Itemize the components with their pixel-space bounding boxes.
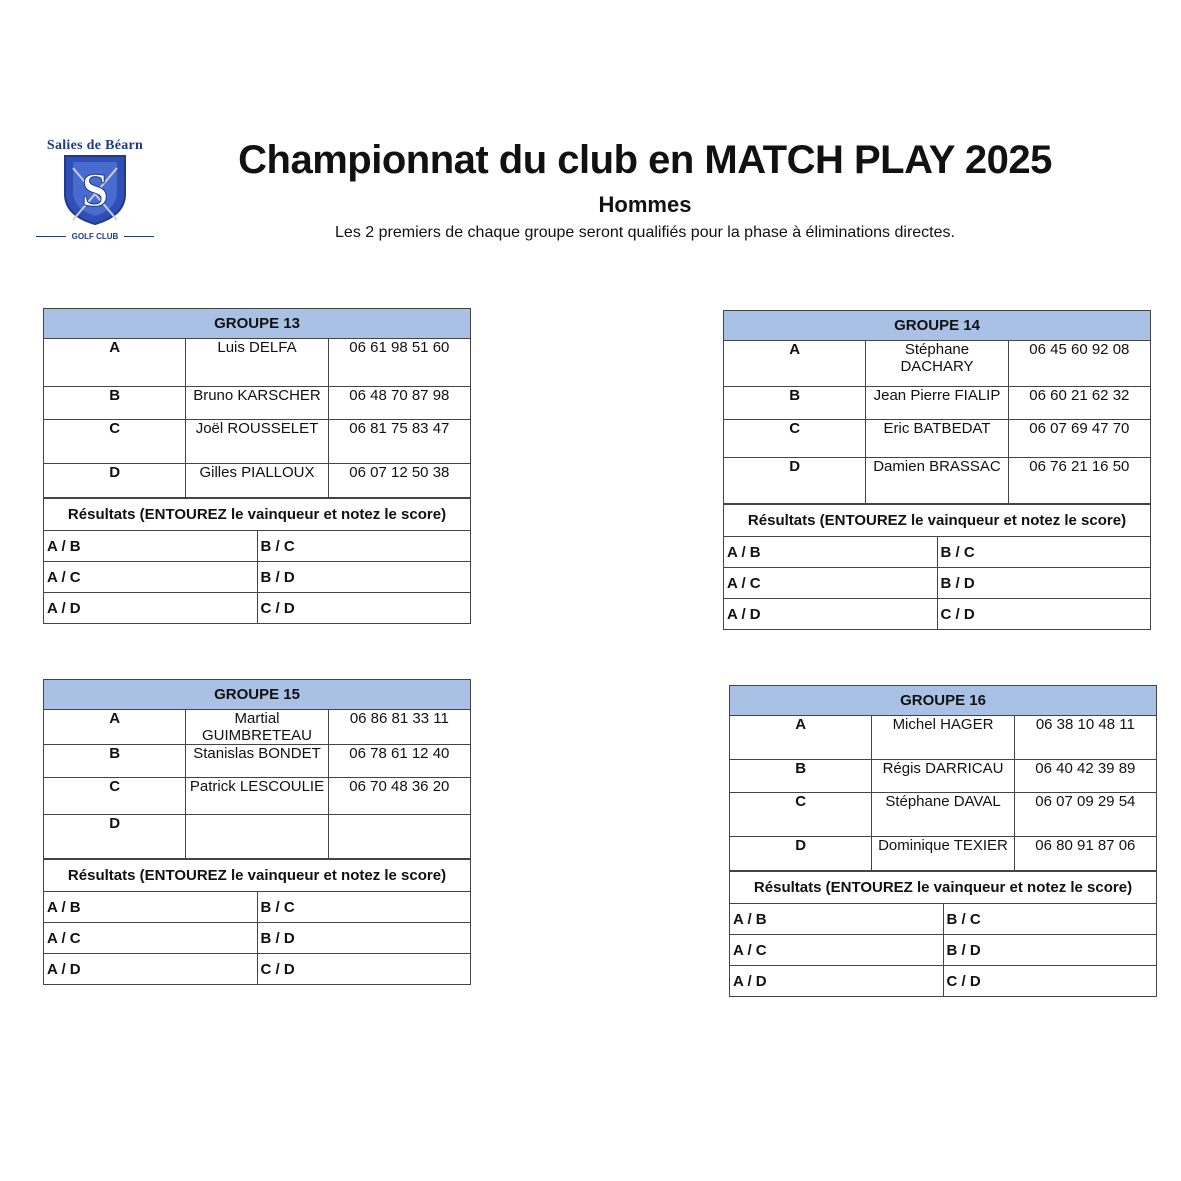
player-phone: 06 07 12 50 38 [328, 464, 470, 498]
player-name: Bruno KARSCHER [186, 387, 328, 420]
match-result-cell[interactable]: A / B [44, 531, 258, 562]
match-result-cell[interactable]: A / D [44, 593, 258, 624]
player-name [186, 815, 328, 859]
player-phone: 06 70 48 36 20 [328, 778, 470, 815]
player-name: Patrick LESCOULIE [186, 778, 328, 815]
player-phone: 06 78 61 12 40 [328, 745, 470, 778]
match-result-cell[interactable]: A / D [724, 599, 938, 630]
page-title: Championnat du club en MATCH PLAY 2025 [238, 138, 1052, 182]
player-phone: 06 76 21 16 50 [1008, 458, 1150, 504]
group-15-table [43, 679, 471, 985]
results-label: Résultats (ENTOUREZ le vainqueur et notez le score) [724, 505, 1151, 537]
match-result-cell[interactable]: C / D [257, 954, 471, 985]
player-phone: 06 81 75 83 47 [328, 420, 470, 464]
player-name: Stéphane DACHARY [866, 341, 1008, 387]
match-result-cell[interactable]: B / C [943, 904, 1157, 935]
player-letter: A [44, 339, 186, 387]
player-name: Jean Pierre FIALIP [866, 387, 1008, 420]
match-result-cell[interactable]: B / D [257, 923, 471, 954]
group-title: GROUPE 13 [44, 309, 471, 339]
match-result-cell[interactable]: C / D [257, 593, 471, 624]
match-result-cell[interactable]: B / C [937, 537, 1151, 568]
qualification-note: Les 2 premiers de chaque groupe seront qualifiés pour la phase à éliminations directes. [335, 224, 955, 241]
player-name: Stéphane DAVAL [872, 793, 1014, 837]
player-letter: C [44, 420, 186, 464]
group-title: GROUPE 15 [44, 680, 471, 710]
match-result-cell[interactable]: A / B [724, 537, 938, 568]
player-name: Luis DELFA [186, 339, 328, 387]
player-phone: 06 07 09 29 54 [1014, 793, 1156, 837]
player-letter: C [724, 420, 866, 458]
player-phone: 06 45 60 92 08 [1008, 341, 1150, 387]
player-letter: A [724, 341, 866, 387]
player-phone: 06 07 69 47 70 [1008, 420, 1150, 458]
player-phone: 06 48 70 87 98 [328, 387, 470, 420]
logo-bottom-text: GOLF CLUB [28, 232, 162, 241]
player-name: Stanislas BONDET [186, 745, 328, 778]
player-name: Régis DARRICAU [872, 760, 1014, 793]
player-name: Eric BATBEDAT [866, 420, 1008, 458]
match-result-cell[interactable]: A / B [44, 892, 258, 923]
player-phone: 06 60 21 62 32 [1008, 387, 1150, 420]
player-letter: B [44, 745, 186, 778]
player-letter: C [44, 778, 186, 815]
match-result-cell[interactable]: B / C [257, 531, 471, 562]
match-result-cell[interactable]: C / D [937, 599, 1151, 630]
match-result-cell[interactable]: A / B [730, 904, 944, 935]
player-phone: 06 38 10 48 11 [1014, 716, 1156, 760]
match-result-cell[interactable]: B / D [257, 562, 471, 593]
match-result-cell[interactable]: A / C [724, 568, 938, 599]
group-16-table [729, 685, 1157, 997]
player-letter: D [724, 458, 866, 504]
player-name: Martial GUIMBRETEAU [186, 710, 328, 745]
logo-top-text: Salies de Béarn [46, 138, 144, 153]
match-result-cell[interactable]: B / D [943, 935, 1157, 966]
player-letter: B [730, 760, 872, 793]
group-title: GROUPE 16 [730, 686, 1157, 716]
group-13-table [43, 308, 471, 624]
player-letter: D [44, 464, 186, 498]
results-label: Résultats (ENTOUREZ le vainqueur et notez le score) [730, 872, 1157, 904]
player-letter: D [44, 815, 186, 859]
player-phone: 06 61 98 51 60 [328, 339, 470, 387]
match-result-cell[interactable]: A / D [44, 954, 258, 985]
match-result-cell[interactable]: B / C [257, 892, 471, 923]
player-name: Damien BRASSAC [866, 458, 1008, 504]
player-letter: B [44, 387, 186, 420]
player-name: Michel HAGER [872, 716, 1014, 760]
results-label: Résultats (ENTOUREZ le vainqueur et notez le score) [44, 860, 471, 892]
player-name: Joël ROUSSELET [186, 420, 328, 464]
player-letter: A [44, 710, 186, 745]
player-letter: D [730, 837, 872, 871]
match-result-cell[interactable]: A / C [44, 923, 258, 954]
player-phone: 06 40 42 39 89 [1014, 760, 1156, 793]
page-subtitle: Hommes [598, 192, 692, 217]
results-label: Résultats (ENTOUREZ le vainqueur et notez le score) [44, 499, 471, 531]
match-result-cell[interactable]: A / C [730, 935, 944, 966]
player-name: Dominique TEXIER [872, 837, 1014, 871]
player-phone [328, 815, 470, 859]
match-result-cell[interactable]: A / D [730, 966, 944, 997]
player-letter: A [730, 716, 872, 760]
club-logo [28, 132, 162, 244]
match-result-cell[interactable]: C / D [943, 966, 1157, 997]
group-title: GROUPE 14 [724, 311, 1151, 341]
player-letter: B [724, 387, 866, 420]
shield-icon [63, 154, 127, 226]
player-phone: 06 86 81 33 11 [328, 710, 470, 745]
player-name: Gilles PIALLOUX [186, 464, 328, 498]
group-14-table [723, 310, 1151, 630]
match-result-cell[interactable]: B / D [937, 568, 1151, 599]
logo-letter: S [81, 164, 109, 217]
player-phone: 06 80 91 87 06 [1014, 837, 1156, 871]
match-result-cell[interactable]: A / C [44, 562, 258, 593]
player-letter: C [730, 793, 872, 837]
